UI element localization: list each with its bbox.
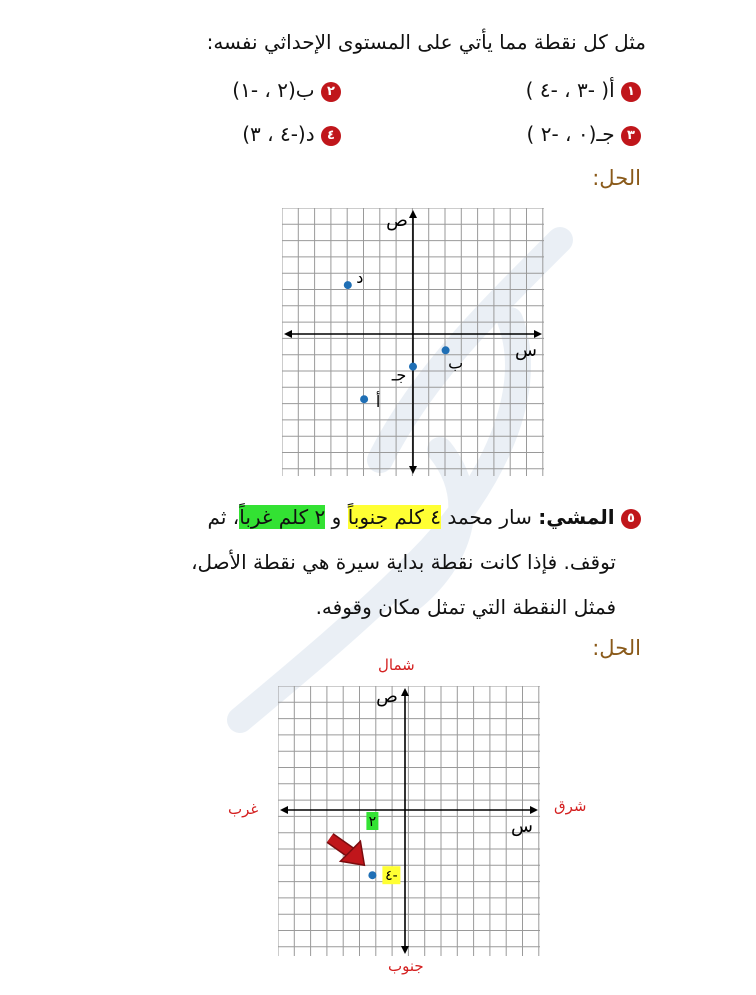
- problem-3: [527, 122, 641, 146]
- y-arrowhead-icon: [401, 688, 409, 696]
- red-arrow-icon: [330, 838, 364, 865]
- x-arrowhead-icon: [530, 806, 538, 814]
- axes: [284, 210, 542, 474]
- problem-label: ب(٢ ، -١): [232, 78, 315, 102]
- problem-number-badge: ١: [621, 82, 641, 102]
- x-axis-label: س: [511, 816, 533, 837]
- grid-lines: [278, 686, 540, 956]
- plotted-point: [344, 281, 352, 289]
- y-arrowhead-icon: [409, 210, 417, 218]
- highlight-west-distance: ٢ كلم غرباً: [239, 505, 326, 529]
- problem-label: د(-٤ ، ٣): [242, 122, 315, 146]
- y-tick-label: ٤-: [385, 868, 398, 885]
- plotted-point: [409, 363, 417, 371]
- x-axis-label: س: [515, 340, 537, 361]
- problem-2: [232, 78, 341, 102]
- y-axis-label: ص: [376, 686, 398, 707]
- x-arrowhead-icon: [284, 330, 292, 338]
- intro-text: مثل كل نقطة مما يأتي على المستوى الإحداثي نفسه:: [206, 30, 646, 54]
- north-label: شمال: [378, 656, 415, 674]
- problem-5-title: المشي:: [538, 505, 615, 529]
- y-axis-label: ص: [386, 210, 408, 231]
- standing-point: [368, 871, 376, 879]
- problem-label: أ( -٣ ، -٤ ): [525, 78, 615, 102]
- problem-5-text-a: سار محمد: [447, 505, 532, 529]
- x-tick-label: ٢: [368, 814, 377, 830]
- problem-number-badge: ٥: [621, 509, 641, 529]
- point-label: أ: [375, 392, 381, 412]
- problem-number-badge: ٤: [321, 126, 341, 146]
- x-arrowhead-icon: [280, 806, 288, 814]
- problem-1: [526, 78, 641, 102]
- y-arrowhead-icon: [409, 466, 417, 474]
- problem-label: جـ(٠ ، -٢ ): [526, 122, 615, 146]
- west-label: غرب: [228, 800, 259, 818]
- coordinate-grid-2: [278, 686, 540, 956]
- problem-number-badge: ٢: [321, 82, 341, 102]
- problem-5-text-b: و: [331, 505, 342, 529]
- east-label: شرق: [554, 797, 587, 815]
- highlight-south-distance: ٤ كلم جنوباً: [347, 505, 441, 529]
- point-label: د: [356, 268, 364, 288]
- problem-5-text-c: ، ثم: [207, 505, 240, 529]
- south-label: جنوب: [388, 957, 424, 975]
- point-label: ب: [448, 353, 464, 373]
- plotted-point: [360, 395, 368, 403]
- problem-5-line-1: [208, 505, 641, 529]
- problem-number-badge: ٣: [621, 126, 641, 146]
- point-label: جـ: [391, 365, 407, 385]
- problem-5-line-2: توقف. فإذا كانت نقطة بداية سيرة هي نقطة الأصل،: [191, 550, 616, 574]
- solution-label: الحل:: [592, 636, 641, 660]
- problem-4: [242, 122, 341, 146]
- y-arrowhead-icon: [401, 946, 409, 954]
- x-arrowhead-icon: [534, 330, 542, 338]
- coordinate-grid-1: [282, 208, 544, 476]
- problem-5-line-3: فمثل النقطة التي تمثل مكان وقوفه.: [315, 595, 616, 619]
- solution-label: الحل:: [592, 166, 641, 190]
